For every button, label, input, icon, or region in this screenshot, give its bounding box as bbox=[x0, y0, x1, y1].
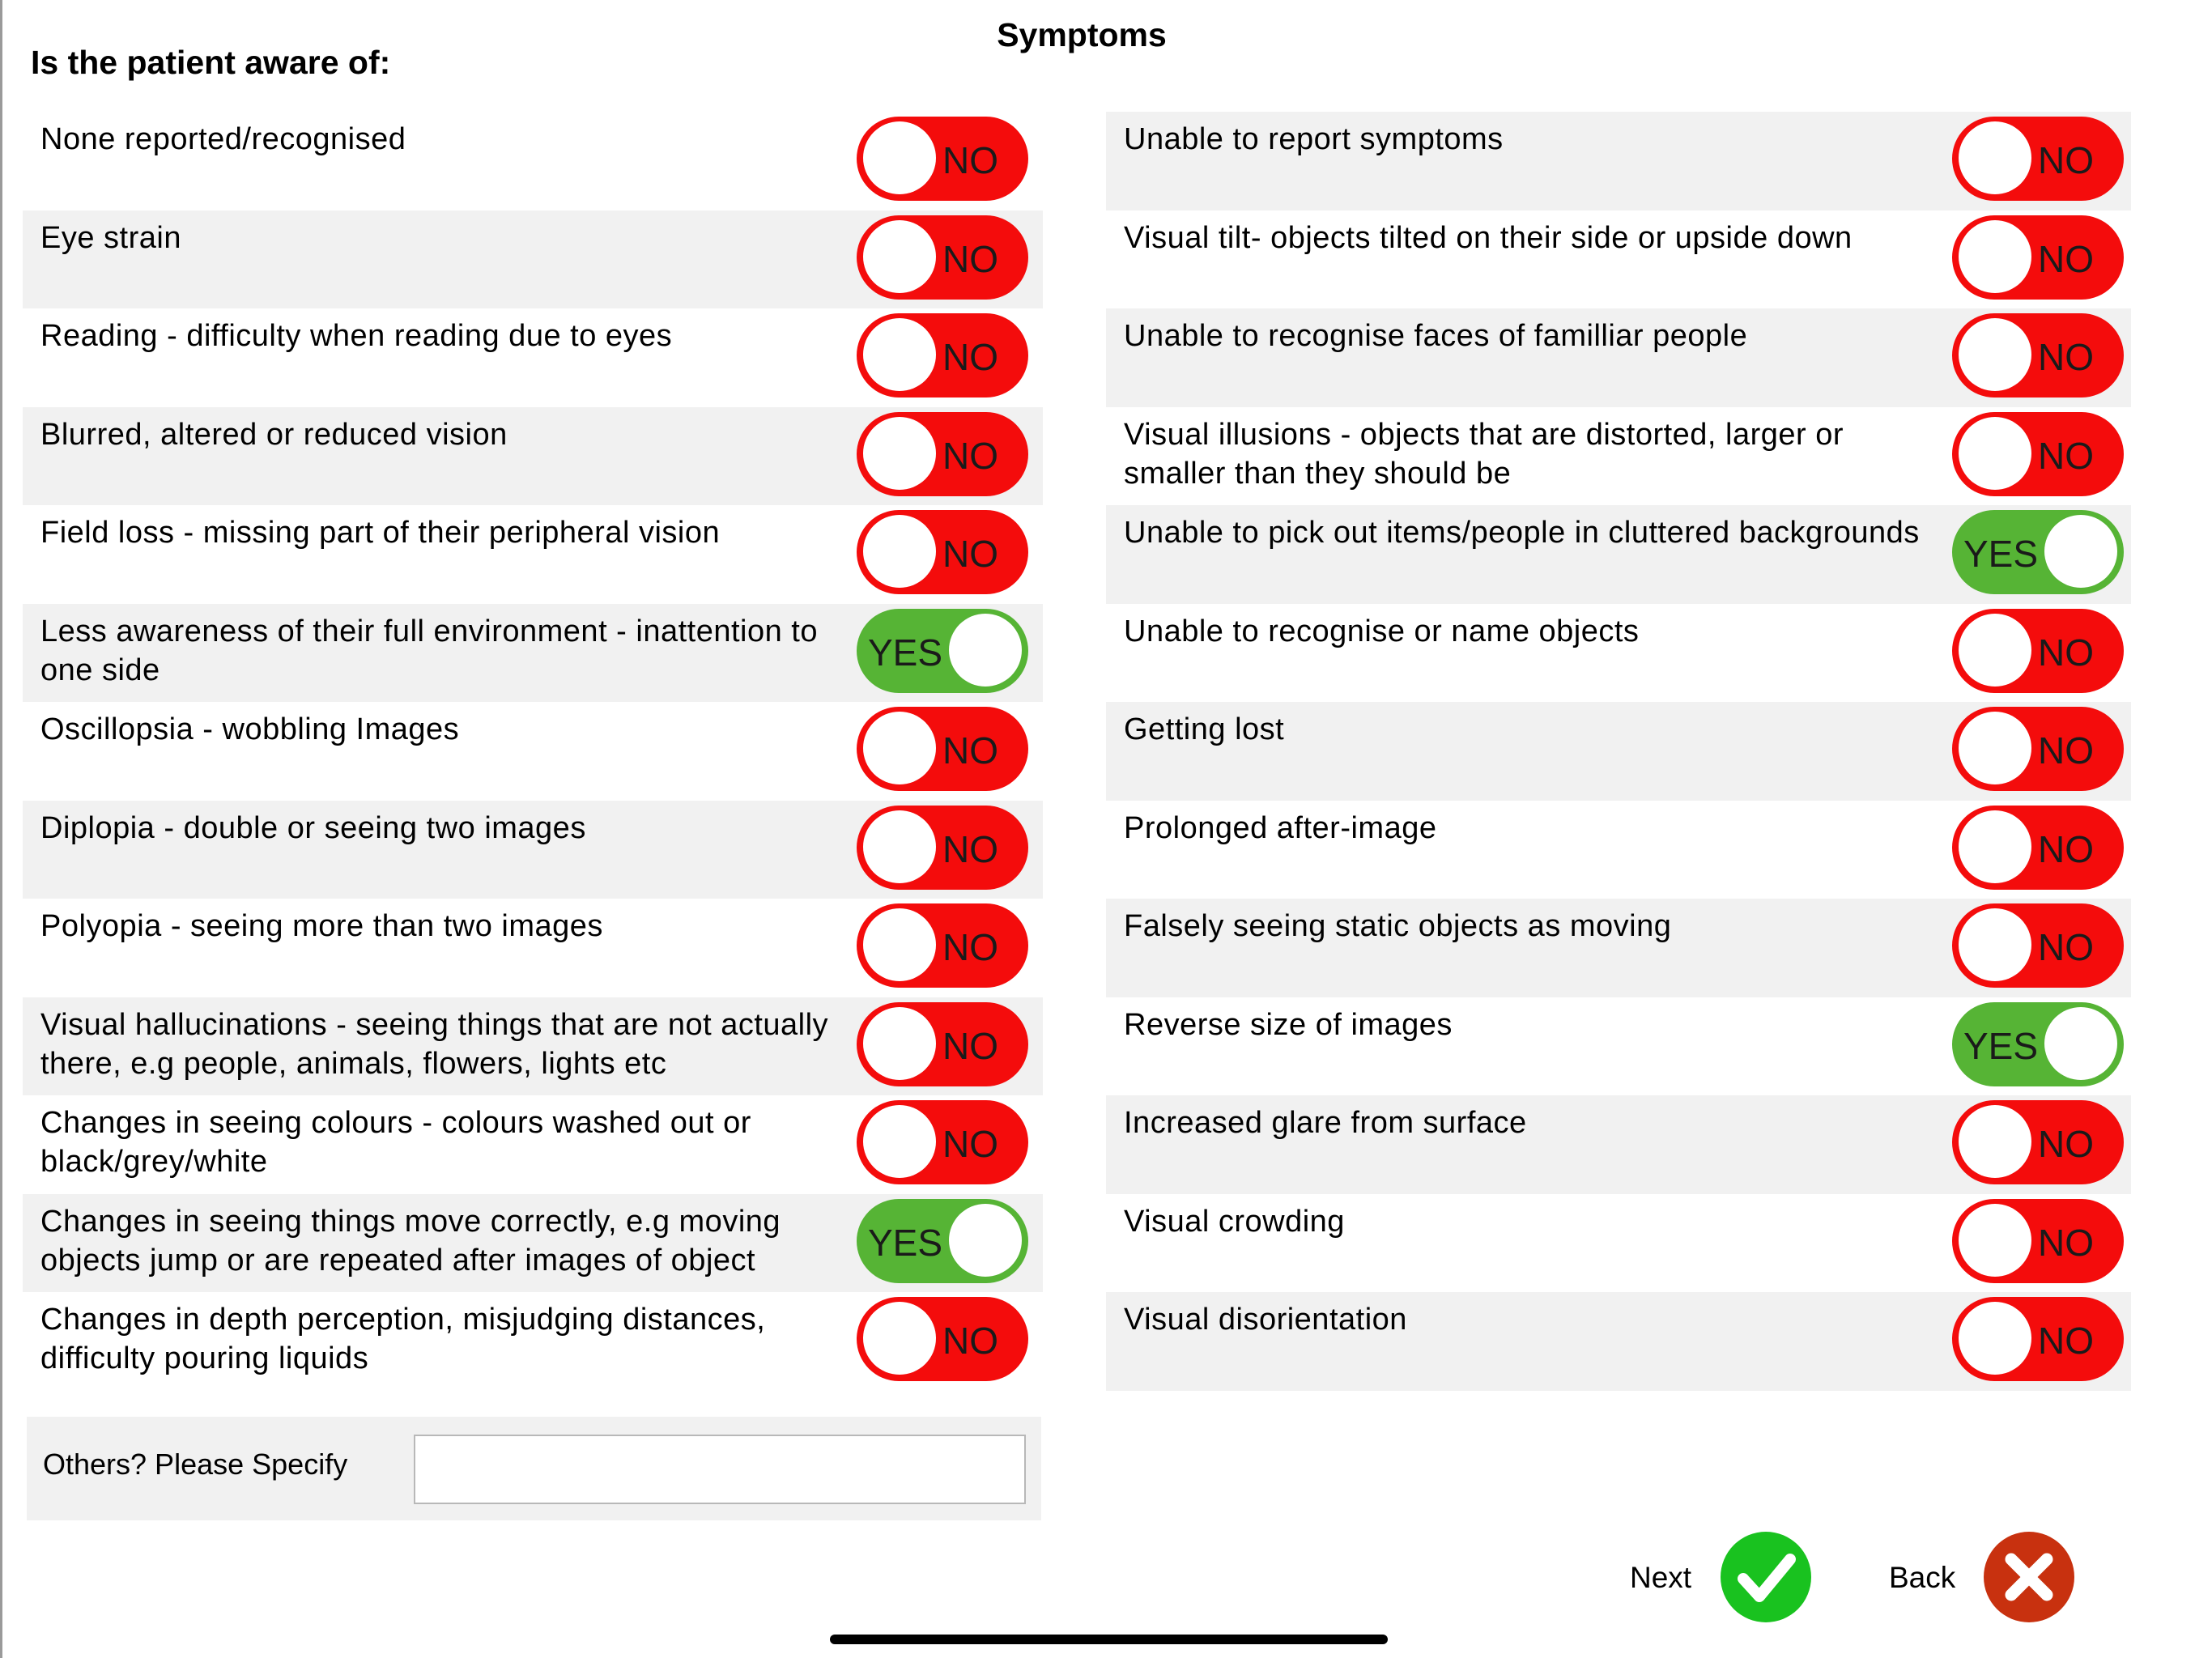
symptom-toggle[interactable] bbox=[857, 609, 1028, 693]
symptom-toggle[interactable] bbox=[1952, 412, 2124, 496]
symptom-toggle[interactable] bbox=[1952, 510, 2124, 594]
symptom-label: Prolonged after-image bbox=[1124, 810, 1437, 845]
toggle-knob bbox=[863, 515, 936, 588]
symptom-row bbox=[1106, 112, 2131, 210]
toggle-state-label: NO bbox=[942, 434, 998, 477]
symptom-toggle[interactable] bbox=[1952, 806, 2124, 890]
toggle-state-label: YES bbox=[868, 1221, 943, 1264]
symptom-row bbox=[23, 210, 1043, 309]
symptom-row bbox=[23, 997, 1043, 1096]
symptom-row bbox=[1106, 1292, 2131, 1391]
toggle-state-label: NO bbox=[2038, 631, 2094, 674]
toggle-knob bbox=[863, 1302, 936, 1375]
symptom-label: Changes in depth perception, misjudging distances, difficulty pouring liquids bbox=[40, 1303, 766, 1375]
toggle-state-label: NO bbox=[942, 827, 998, 870]
toggle-state-label: YES bbox=[868, 631, 943, 674]
next-label: Next bbox=[1630, 1561, 1692, 1594]
symptom-toggle[interactable] bbox=[857, 510, 1028, 594]
symptom-row bbox=[23, 801, 1043, 899]
symptom-toggle[interactable] bbox=[1952, 1002, 2124, 1086]
toggle-state-label: NO bbox=[2038, 827, 2094, 870]
toggle-knob bbox=[1959, 121, 2031, 194]
toggle-knob bbox=[863, 1105, 936, 1178]
symptom-row bbox=[23, 1292, 1043, 1391]
toggle-knob bbox=[949, 614, 1022, 687]
symptom-row bbox=[1106, 604, 2131, 703]
symptom-row bbox=[1106, 210, 2131, 309]
toggle-state-label: NO bbox=[2038, 237, 2094, 280]
toggle-knob bbox=[2044, 515, 2117, 588]
page-title: Symptoms bbox=[997, 16, 1167, 53]
toggle-state-label: YES bbox=[1963, 1024, 2039, 1067]
toggle-state-label: NO bbox=[942, 729, 998, 772]
symptom-label: None reported/recognised bbox=[40, 122, 406, 156]
symptom-label: Eye strain bbox=[40, 220, 181, 255]
symptom-row bbox=[23, 604, 1043, 703]
toggle-knob bbox=[863, 417, 936, 490]
symptom-label: Visual disorientation bbox=[1124, 1303, 1407, 1337]
symptom-toggle[interactable] bbox=[1952, 609, 2124, 693]
toggle-state-label: NO bbox=[2038, 1123, 2094, 1165]
symptom-toggle[interactable] bbox=[857, 806, 1028, 890]
symptom-toggle[interactable] bbox=[857, 117, 1028, 201]
x-circle-icon[interactable] bbox=[1982, 1530, 2076, 1624]
symptom-row bbox=[1106, 702, 2131, 801]
toggle-state-label: NO bbox=[2038, 434, 2094, 477]
symptom-toggle[interactable] bbox=[1952, 313, 2124, 397]
symptom-row bbox=[23, 505, 1043, 604]
toggle-state-label: NO bbox=[2038, 729, 2094, 772]
toggle-knob bbox=[1959, 318, 2031, 391]
toggle-knob bbox=[949, 1204, 1022, 1277]
toggle-knob bbox=[1959, 1302, 2031, 1375]
symptom-row bbox=[1106, 505, 2131, 604]
symptom-row bbox=[23, 899, 1043, 997]
toggle-knob bbox=[863, 810, 936, 883]
toggle-knob bbox=[1959, 614, 2031, 687]
toggle-state-label: NO bbox=[2038, 1320, 2094, 1362]
toggle-state-label: NO bbox=[942, 139, 998, 181]
toggle-state-label: NO bbox=[942, 1320, 998, 1362]
toggle-knob bbox=[1959, 417, 2031, 490]
symptom-label: Reading - difficulty when reading due to eyes bbox=[40, 319, 673, 353]
symptom-toggle[interactable] bbox=[857, 313, 1028, 397]
toggle-knob bbox=[1959, 220, 2031, 293]
symptom-row bbox=[23, 702, 1043, 801]
toggle-knob bbox=[2044, 1007, 2117, 1080]
symptom-row bbox=[1106, 1095, 2131, 1194]
symptom-row bbox=[1106, 997, 2131, 1096]
symptom-label: Increased glare from surface bbox=[1124, 1106, 1527, 1140]
toggle-knob bbox=[1959, 810, 2031, 883]
back-label: Back bbox=[1889, 1561, 1956, 1594]
checkmark-circle-icon[interactable] bbox=[1719, 1530, 1813, 1624]
symptom-label: Visual hallucinations - seeing things that are not actually there, e.g people, animals, flowers, lights etc bbox=[40, 1007, 829, 1081]
symptom-row bbox=[1106, 801, 2131, 899]
symptom-label: Changes in seeing things move correctly, e.g moving objects jump or are repeated after images of object bbox=[40, 1204, 781, 1278]
toggle-knob bbox=[1959, 712, 2031, 784]
toggle-state-label: YES bbox=[1963, 533, 2039, 575]
toggle-state-label: NO bbox=[942, 1123, 998, 1165]
question-heading: Is the patient aware of: bbox=[31, 44, 391, 81]
symptom-row bbox=[1106, 308, 2131, 407]
symptom-label: Getting lost bbox=[1124, 712, 1285, 746]
symptom-toggle[interactable] bbox=[857, 412, 1028, 496]
toggle-state-label: NO bbox=[2038, 336, 2094, 378]
others-section bbox=[27, 1417, 1041, 1520]
toggle-knob bbox=[1959, 1105, 2031, 1178]
symptom-toggle[interactable] bbox=[857, 1297, 1028, 1381]
symptom-label: Diplopia - double or seeing two images bbox=[40, 810, 586, 845]
symptom-toggle[interactable] bbox=[1952, 1199, 2124, 1283]
symptom-label: Blurred, altered or reduced vision bbox=[40, 417, 508, 452]
symptom-toggle[interactable] bbox=[857, 1199, 1028, 1283]
symptom-label: Changes in seeing colours - colours washed out or black/grey/white bbox=[40, 1106, 751, 1179]
toggle-knob bbox=[863, 220, 936, 293]
symptom-toggle[interactable] bbox=[857, 707, 1028, 791]
symptom-row bbox=[1106, 1194, 2131, 1293]
symptom-toggle[interactable] bbox=[1952, 1297, 2124, 1381]
symptom-row bbox=[1106, 899, 2131, 997]
others-input[interactable] bbox=[414, 1435, 1026, 1504]
symptom-row bbox=[23, 407, 1043, 506]
toggle-state-label: NO bbox=[942, 533, 998, 575]
home-indicator[interactable] bbox=[830, 1635, 1388, 1644]
symptom-label: Field loss - missing part of their peripheral vision bbox=[40, 516, 721, 550]
symptom-row bbox=[23, 1095, 1043, 1194]
next-button[interactable] bbox=[1622, 1530, 1816, 1627]
others-label: Others? Please Specify bbox=[43, 1448, 348, 1481]
toggle-knob bbox=[1959, 908, 2031, 981]
toggle-state-label: NO bbox=[942, 237, 998, 280]
toggle-knob bbox=[1959, 1204, 2031, 1277]
toggle-knob bbox=[863, 1007, 936, 1080]
symptom-row bbox=[1106, 407, 2131, 506]
symptom-label: Unable to recognise or name objects bbox=[1124, 614, 1640, 648]
symptom-label: Visual tilt- objects tilted on their side or upside down bbox=[1124, 220, 1853, 255]
symptom-label: Unable to report symptoms bbox=[1124, 122, 1504, 156]
symptom-label: Visual crowding bbox=[1124, 1204, 1345, 1239]
toggle-knob bbox=[863, 712, 936, 784]
toggle-state-label: NO bbox=[2038, 139, 2094, 181]
right-symptom-list bbox=[1106, 112, 2131, 1391]
symptom-label: Reverse size of images bbox=[1124, 1007, 1453, 1042]
symptom-label: Unable to recognise faces of familliar people bbox=[1124, 319, 1748, 353]
toggle-knob bbox=[863, 908, 936, 981]
symptom-row bbox=[23, 1194, 1043, 1293]
symptom-toggle[interactable] bbox=[1952, 903, 2124, 988]
symptom-label: Falsely seeing static objects as moving bbox=[1124, 909, 1672, 943]
toggle-knob bbox=[863, 121, 936, 194]
symptom-label: Less awareness of their full environment - inattention to one side bbox=[40, 614, 819, 687]
symptom-toggle[interactable] bbox=[1952, 1100, 2124, 1184]
left-symptom-list bbox=[23, 112, 1043, 1391]
symptom-toggle[interactable] bbox=[857, 903, 1028, 988]
symptom-toggle[interactable] bbox=[857, 1100, 1028, 1184]
symptom-label: Oscillopsia - wobbling Images bbox=[40, 712, 460, 746]
toggle-state-label: NO bbox=[2038, 926, 2094, 968]
symptom-row bbox=[23, 112, 1043, 210]
toggle-state-label: NO bbox=[942, 1024, 998, 1067]
symptom-toggle[interactable] bbox=[1952, 707, 2124, 791]
toggle-state-label: NO bbox=[942, 926, 998, 968]
symptom-row bbox=[23, 308, 1043, 407]
symptom-label: Visual illusions - objects that are distorted, larger or smaller than they should be bbox=[1124, 417, 1844, 491]
toggle-state-label: NO bbox=[2038, 1221, 2094, 1264]
toggle-state-label: NO bbox=[942, 336, 998, 378]
symptom-toggle[interactable] bbox=[1952, 215, 2124, 300]
toggle-knob bbox=[863, 318, 936, 391]
symptom-toggle[interactable] bbox=[857, 1002, 1028, 1086]
symptom-label: Polyopia - seeing more than two images bbox=[40, 909, 603, 943]
back-button[interactable] bbox=[1885, 1530, 2079, 1627]
symptom-toggle[interactable] bbox=[857, 215, 1028, 300]
symptom-toggle[interactable] bbox=[1952, 117, 2124, 201]
symptom-label: Unable to pick out items/people in cluttered backgrounds bbox=[1124, 516, 1920, 550]
